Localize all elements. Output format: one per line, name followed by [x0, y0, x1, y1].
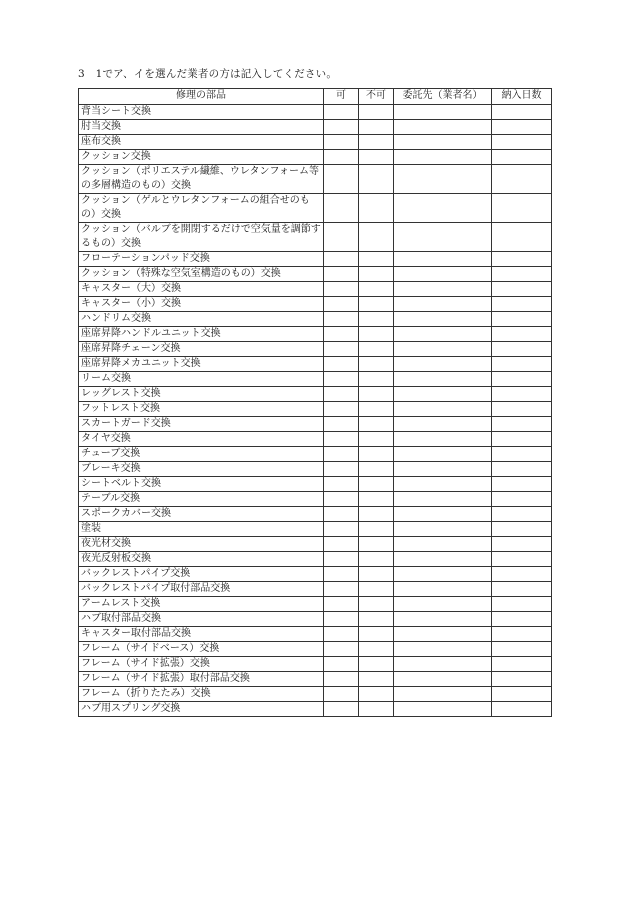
- subcontractor-cell[interactable]: [394, 672, 492, 687]
- delivery-days-cell[interactable]: [492, 552, 552, 567]
- possible-cell[interactable]: [324, 552, 359, 567]
- part-name-cell: レッグレスト交換: [79, 387, 324, 402]
- part-name-cell: 肘当交換: [79, 120, 324, 135]
- table-row: [79, 642, 552, 657]
- possible-cell[interactable]: [324, 387, 359, 402]
- part-name-cell: クッション交換: [79, 150, 324, 165]
- impossible-cell[interactable]: [359, 477, 394, 492]
- possible-cell[interactable]: [324, 507, 359, 522]
- impossible-cell[interactable]: [359, 432, 394, 447]
- part-name-cell: キャスター取付部品交換: [79, 627, 324, 642]
- table-row: [79, 507, 552, 522]
- part-name-cell: クッション（ポリエステル繊維、ウレタンフォーム等の多層構造のもの）交換: [79, 165, 324, 194]
- table-header-row: [79, 89, 552, 105]
- table-row: [79, 120, 552, 135]
- subcontractor-cell[interactable]: [394, 492, 492, 507]
- delivery-days-cell[interactable]: [492, 597, 552, 612]
- impossible-cell[interactable]: [359, 252, 394, 267]
- subcontractor-cell[interactable]: [394, 342, 492, 357]
- possible-cell[interactable]: [324, 357, 359, 372]
- part-name-cell: スカートガード交換: [79, 417, 324, 432]
- possible-cell[interactable]: [324, 372, 359, 387]
- impossible-cell[interactable]: [359, 627, 394, 642]
- possible-cell[interactable]: [324, 282, 359, 297]
- impossible-cell[interactable]: [359, 552, 394, 567]
- possible-cell[interactable]: [324, 342, 359, 357]
- possible-cell[interactable]: [324, 642, 359, 657]
- subcontractor-cell[interactable]: [394, 702, 492, 717]
- part-name-cell: キャスター（大）交換: [79, 282, 324, 297]
- subcontractor-cell[interactable]: [394, 477, 492, 492]
- subcontractor-cell[interactable]: [394, 597, 492, 612]
- table-row: [79, 627, 552, 642]
- impossible-cell[interactable]: [359, 597, 394, 612]
- header-subcontractor: 委託先（業者名）: [394, 89, 492, 105]
- delivery-days-cell[interactable]: [492, 387, 552, 402]
- impossible-cell[interactable]: [359, 447, 394, 462]
- impossible-cell[interactable]: [359, 312, 394, 327]
- subcontractor-cell[interactable]: [394, 507, 492, 522]
- subcontractor-cell[interactable]: [394, 372, 492, 387]
- possible-cell[interactable]: [324, 312, 359, 327]
- table-body: [79, 105, 552, 717]
- part-name-cell: フットレスト交換: [79, 402, 324, 417]
- subcontractor-cell[interactable]: [394, 522, 492, 537]
- part-name-cell: フローテーションパッド交換: [79, 252, 324, 267]
- impossible-cell[interactable]: [359, 297, 394, 312]
- table-row: [79, 135, 552, 150]
- table-row: [79, 612, 552, 627]
- delivery-days-cell[interactable]: [492, 447, 552, 462]
- delivery-days-cell[interactable]: [492, 702, 552, 717]
- table-row: [79, 597, 552, 612]
- impossible-cell[interactable]: [359, 687, 394, 702]
- subcontractor-cell[interactable]: [394, 642, 492, 657]
- subcontractor-cell[interactable]: [394, 417, 492, 432]
- impossible-cell[interactable]: [359, 462, 394, 477]
- delivery-days-cell[interactable]: [492, 522, 552, 537]
- possible-cell[interactable]: [324, 582, 359, 597]
- subcontractor-cell[interactable]: [394, 327, 492, 342]
- impossible-cell[interactable]: [359, 105, 394, 120]
- part-name-cell: 夜光反射板交換: [79, 552, 324, 567]
- impossible-cell[interactable]: [359, 522, 394, 537]
- delivery-days-cell[interactable]: [492, 194, 552, 223]
- table-row: [79, 402, 552, 417]
- table-row: [79, 447, 552, 462]
- delivery-days-cell[interactable]: [492, 507, 552, 522]
- impossible-cell[interactable]: [359, 537, 394, 552]
- possible-cell[interactable]: [324, 223, 359, 252]
- part-name-cell: タイヤ交換: [79, 432, 324, 447]
- part-name-cell: バックレストパイプ取付部品交換: [79, 582, 324, 597]
- possible-cell[interactable]: [324, 477, 359, 492]
- part-name-cell: フレーム（折りたたみ）交換: [79, 687, 324, 702]
- part-name-cell: クッション（特殊な空気室構造のもの）交換: [79, 267, 324, 282]
- part-name-cell: 座布交換: [79, 135, 324, 150]
- part-name-cell: アームレスト交換: [79, 597, 324, 612]
- delivery-days-cell[interactable]: [492, 357, 552, 372]
- subcontractor-cell[interactable]: [394, 687, 492, 702]
- possible-cell[interactable]: [324, 105, 359, 120]
- header-delivery-days: 納入日数: [492, 89, 552, 105]
- impossible-cell[interactable]: [359, 223, 394, 252]
- possible-cell[interactable]: [324, 432, 359, 447]
- subcontractor-cell[interactable]: [394, 267, 492, 282]
- impossible-cell[interactable]: [359, 582, 394, 597]
- subcontractor-cell[interactable]: [394, 387, 492, 402]
- subcontractor-cell[interactable]: [394, 657, 492, 672]
- table-row: [79, 282, 552, 297]
- table-row: [79, 567, 552, 582]
- impossible-cell[interactable]: [359, 387, 394, 402]
- table-row: [79, 105, 552, 120]
- delivery-days-cell[interactable]: [492, 297, 552, 312]
- subcontractor-cell[interactable]: [394, 627, 492, 642]
- impossible-cell[interactable]: [359, 194, 394, 223]
- subcontractor-cell[interactable]: [394, 552, 492, 567]
- part-name-cell: フレーム（サイド拡張）交換: [79, 657, 324, 672]
- possible-cell[interactable]: [324, 252, 359, 267]
- table-row: [79, 672, 552, 687]
- impossible-cell[interactable]: [359, 612, 394, 627]
- table-row: [79, 327, 552, 342]
- delivery-days-cell[interactable]: [492, 567, 552, 582]
- possible-cell[interactable]: [324, 194, 359, 223]
- possible-cell[interactable]: [324, 597, 359, 612]
- delivery-days-cell[interactable]: [492, 312, 552, 327]
- possible-cell[interactable]: [324, 522, 359, 537]
- table-row: [79, 492, 552, 507]
- table-row: [79, 223, 552, 252]
- subcontractor-cell[interactable]: [394, 282, 492, 297]
- delivery-days-cell[interactable]: [492, 120, 552, 135]
- table-row: [79, 194, 552, 223]
- question-heading: 3 1でア、イを選んだ業者の方は記入してください。: [78, 68, 338, 80]
- part-name-cell: 座席昇降ハンドルユニット交換: [79, 327, 324, 342]
- table-row: [79, 552, 552, 567]
- possible-cell[interactable]: [324, 672, 359, 687]
- possible-cell[interactable]: [324, 687, 359, 702]
- delivery-days-cell[interactable]: [492, 105, 552, 120]
- subcontractor-cell[interactable]: [394, 462, 492, 477]
- impossible-cell[interactable]: [359, 135, 394, 150]
- part-name-cell: スポークカバー交換: [79, 507, 324, 522]
- subcontractor-cell[interactable]: [394, 402, 492, 417]
- part-name-cell: ブレーキ交換: [79, 462, 324, 477]
- possible-cell[interactable]: [324, 657, 359, 672]
- impossible-cell[interactable]: [359, 672, 394, 687]
- impossible-cell[interactable]: [359, 357, 394, 372]
- subcontractor-cell[interactable]: [394, 447, 492, 462]
- impossible-cell[interactable]: [359, 342, 394, 357]
- table-row: [79, 462, 552, 477]
- possible-cell[interactable]: [324, 165, 359, 194]
- part-name-cell: フレーム（サイドベース）交換: [79, 642, 324, 657]
- delivery-days-cell[interactable]: [492, 582, 552, 597]
- part-name-cell: シートベルト交換: [79, 477, 324, 492]
- delivery-days-cell[interactable]: [492, 150, 552, 165]
- header-part: 修理の部品: [79, 89, 324, 105]
- subcontractor-cell[interactable]: [394, 537, 492, 552]
- delivery-days-cell[interactable]: [492, 342, 552, 357]
- part-name-cell: ハブ取付部品交換: [79, 612, 324, 627]
- delivery-days-cell[interactable]: [492, 417, 552, 432]
- subcontractor-cell[interactable]: [394, 357, 492, 372]
- part-name-cell: チューブ交換: [79, 447, 324, 462]
- subcontractor-cell[interactable]: [394, 165, 492, 194]
- possible-cell[interactable]: [324, 120, 359, 135]
- delivery-days-cell[interactable]: [492, 672, 552, 687]
- subcontractor-cell[interactable]: [394, 612, 492, 627]
- table-row: [79, 297, 552, 312]
- delivery-days-cell[interactable]: [492, 627, 552, 642]
- possible-cell[interactable]: [324, 492, 359, 507]
- delivery-days-cell[interactable]: [492, 252, 552, 267]
- possible-cell[interactable]: [324, 402, 359, 417]
- impossible-cell[interactable]: [359, 372, 394, 387]
- delivery-days-cell[interactable]: [492, 612, 552, 627]
- delivery-days-cell[interactable]: [492, 165, 552, 194]
- possible-cell[interactable]: [324, 327, 359, 342]
- possible-cell[interactable]: [324, 447, 359, 462]
- table-row: [79, 150, 552, 165]
- table-row: [79, 357, 552, 372]
- table-row: [79, 657, 552, 672]
- table-row: [79, 312, 552, 327]
- part-name-cell: 座席昇降メカユニット交換: [79, 357, 324, 372]
- delivery-days-cell[interactable]: [492, 687, 552, 702]
- table-row: [79, 267, 552, 282]
- subcontractor-cell[interactable]: [394, 194, 492, 223]
- impossible-cell[interactable]: [359, 165, 394, 194]
- subcontractor-cell[interactable]: [394, 150, 492, 165]
- delivery-days-cell[interactable]: [492, 537, 552, 552]
- repair-parts-table: [78, 88, 552, 717]
- impossible-cell[interactable]: [359, 402, 394, 417]
- subcontractor-cell[interactable]: [394, 582, 492, 597]
- delivery-days-cell[interactable]: [492, 462, 552, 477]
- table-row: [79, 387, 552, 402]
- subcontractor-cell[interactable]: [394, 297, 492, 312]
- delivery-days-cell[interactable]: [492, 657, 552, 672]
- table-row: [79, 417, 552, 432]
- table-row: [79, 702, 552, 717]
- table-row: [79, 522, 552, 537]
- possible-cell[interactable]: [324, 135, 359, 150]
- delivery-days-cell[interactable]: [492, 432, 552, 447]
- possible-cell[interactable]: [324, 267, 359, 282]
- delivery-days-cell[interactable]: [492, 492, 552, 507]
- delivery-days-cell[interactable]: [492, 642, 552, 657]
- possible-cell[interactable]: [324, 567, 359, 582]
- subcontractor-cell[interactable]: [394, 252, 492, 267]
- impossible-cell[interactable]: [359, 417, 394, 432]
- part-name-cell: 塗装: [79, 522, 324, 537]
- table-row: [79, 537, 552, 552]
- impossible-cell[interactable]: [359, 267, 394, 282]
- table-row: [79, 477, 552, 492]
- impossible-cell[interactable]: [359, 657, 394, 672]
- possible-cell[interactable]: [324, 612, 359, 627]
- delivery-days-cell[interactable]: [492, 477, 552, 492]
- possible-cell[interactable]: [324, 150, 359, 165]
- table-row: [79, 582, 552, 597]
- part-name-cell: バックレストパイプ交換: [79, 567, 324, 582]
- table-row: [79, 165, 552, 194]
- impossible-cell[interactable]: [359, 120, 394, 135]
- impossible-cell[interactable]: [359, 492, 394, 507]
- part-name-cell: 夜光材交換: [79, 537, 324, 552]
- delivery-days-cell[interactable]: [492, 267, 552, 282]
- impossible-cell[interactable]: [359, 567, 394, 582]
- subcontractor-cell[interactable]: [394, 135, 492, 150]
- part-name-cell: フレーム（サイド拡張）取付部品交換: [79, 672, 324, 687]
- header-possible: 可: [324, 89, 359, 105]
- part-name-cell: 背当シート交換: [79, 105, 324, 120]
- table-row: [79, 252, 552, 267]
- header-impossible: 不可: [359, 89, 394, 105]
- delivery-days-cell[interactable]: [492, 223, 552, 252]
- part-name-cell: テーブル交換: [79, 492, 324, 507]
- subcontractor-cell[interactable]: [394, 120, 492, 135]
- table-row: [79, 687, 552, 702]
- impossible-cell[interactable]: [359, 642, 394, 657]
- subcontractor-cell[interactable]: [394, 567, 492, 582]
- part-name-cell: リーム交換: [79, 372, 324, 387]
- possible-cell[interactable]: [324, 417, 359, 432]
- delivery-days-cell[interactable]: [492, 282, 552, 297]
- possible-cell[interactable]: [324, 627, 359, 642]
- part-name-cell: 座席昇降チェーン交換: [79, 342, 324, 357]
- delivery-days-cell[interactable]: [492, 135, 552, 150]
- table-row: [79, 432, 552, 447]
- subcontractor-cell[interactable]: [394, 312, 492, 327]
- delivery-days-cell[interactable]: [492, 372, 552, 387]
- part-name-cell: クッション（バルブを開閉するだけで空気量を調節するもの）交換: [79, 223, 324, 252]
- possible-cell[interactable]: [324, 462, 359, 477]
- subcontractor-cell[interactable]: [394, 432, 492, 447]
- table-row: [79, 372, 552, 387]
- impossible-cell[interactable]: [359, 507, 394, 522]
- impossible-cell[interactable]: [359, 702, 394, 717]
- impossible-cell[interactable]: [359, 150, 394, 165]
- possible-cell[interactable]: [324, 297, 359, 312]
- delivery-days-cell[interactable]: [492, 327, 552, 342]
- part-name-cell: クッション（ゲルとウレタンフォームの組合せのもの）交換: [79, 194, 324, 223]
- part-name-cell: ハンドリム交換: [79, 312, 324, 327]
- part-name-cell: キャスター（小）交換: [79, 297, 324, 312]
- impossible-cell[interactable]: [359, 327, 394, 342]
- table-row: [79, 342, 552, 357]
- subcontractor-cell[interactable]: [394, 223, 492, 252]
- impossible-cell[interactable]: [359, 282, 394, 297]
- possible-cell[interactable]: [324, 702, 359, 717]
- subcontractor-cell[interactable]: [394, 105, 492, 120]
- part-name-cell: ハブ用スプリング交換: [79, 702, 324, 717]
- delivery-days-cell[interactable]: [492, 402, 552, 417]
- possible-cell[interactable]: [324, 537, 359, 552]
